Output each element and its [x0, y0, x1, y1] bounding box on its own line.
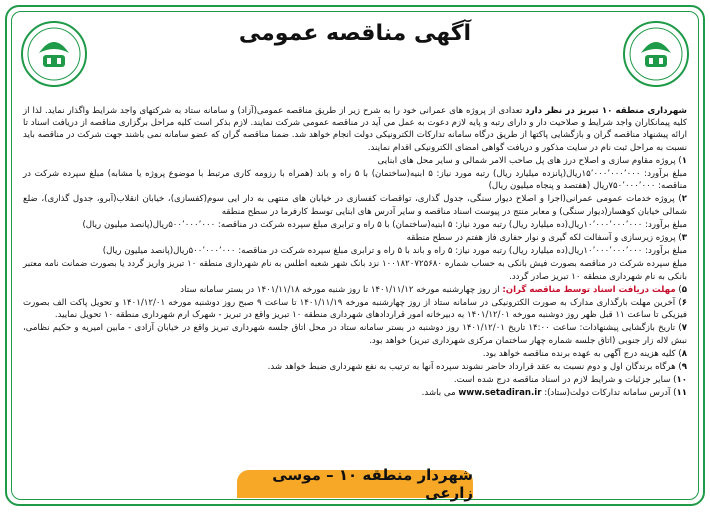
item-5: ۵) مهلت دریافت اسناد توسط مناقصه گران: از روز چهارشنبه مورخه ۱۴۰۱/۱۱/۱۲ تا روز شنبه مورخه ۱۴۰۱/۱۱/۱۸ در بستر سامانه ستاد [180, 284, 687, 295]
item-5-label: مهلت دریافت اسناد توسط مناقصه گران: [502, 284, 676, 295]
intro-paragraph [23, 105, 687, 154]
item-6-text: آخرین مهلت بارگذاری مدارک به صورت الکترونیکی در سامانه ستاد از روز چهارشنبه مورخه ۱۴۰۱/۱۱/۱۹ تا ساعت ۹ صبح روز دوشنبه مورخه ۱۴۰۱/۱۲/۰۱ و تحویل پاکت الف بصورت فیزیکی تا ساعت ۱۱ قبل ظهر روز دوشنبه مورخه ۱۴۰۱/۱۲/۰۱ به دبیرخانه امور قراردادهای شهرداری منطقه ۱۰ تبریز واقع در تبریز - شهرک ارم شهرداری منطقه ۱۰ تحویل نمایید. [23, 298, 687, 321]
project-2-title: پروژه خدمات عمومی عمرانی(اجرا و اصلاح دیوار سنگی، جدول گذاری، تواقصات کفسازی در خیابان های منتهی به دار ایی سوم(کفسازی)، خیابان انقلاب(آبرو، جدول گذاری)، ضلع شمالی خیابان کوهسار(دیوار سنگی) و معابر منتج در پیوست اسناد مناقصه و سایر آدرس های ابنایی توسط کارفرما در سطح منطقه [23, 194, 687, 217]
notice-page [5, 5, 705, 506]
notice-body [23, 105, 687, 475]
project-1-title: پروژه مقاوم سازی و اصلاح درز های پل صاحب الامر شمالی و سایر محل های ابنایی [377, 155, 676, 166]
item-5-text: از روز چهارشنبه مورخه ۱۴۰۱/۱۱/۱۲ تا روز شنبه مورخه ۱۴۰۱/۱۱/۱۸ در بستر سامانه ستاد [180, 284, 503, 295]
project-2-budget: مبلغ برآورد: ۱۰٬۰۰۰٬۰۰۰٬۰۰۰ریال(ده میلیارد ریال) رتبه مورد نیاز: ۵ ابنیه(ساختمان) با ۵ راه و ترابری مبلغ سپرده شرکت در مناقصه: ۵۰۰٬۰۰۰٬۰۰۰ریال(پانصد میلیون ریال) [82, 219, 687, 230]
item-11-text: آدرس سامانه تدارکات دولت(ستاد): [544, 388, 671, 399]
item-11-tail: می باشد. [421, 388, 459, 399]
intro-text: تعدادی از پروژه های عمرانی خود را به شرح زیر از طریق مناقصه عمومی(آزاد) و سامانه ستاد به شرکتهای واجد شرایط واگذار نماید. لذا از کلیه پیمانکاران واجد شرایط و صلاحیت دار و دارای رتبه و پایه لازم دعوت به عمل می آید در مناقصه عمومی شرکت نمایند. لازم بذکر است کلیه مراحل برگزاری مناقصه از دریافت اسناد تا ارائه پیشنهاد مناقصه گران و بازگشایی پاکتها از طریق درگاه سامانه تدارکات الکترونیکی دولت انجام خواهد شد. ضمنا مناقصه گران که عضو سامانه نمی باشند جهت شرکت در مناقصه باید نسبت به مراحل ثبت نام در سایت مذکور و دریافت گواهی امضای الکترونیکی اقدام نمایند. [23, 106, 687, 153]
mayor-signature-text: شهردار منطقه ۱۰ – موسی زارعی [272, 466, 473, 502]
item-7: ۷) تاریخ بازگشایی پیشنهادات: ساعت ۱۴:۰۰ تاریخ ۱۴۰۱/۱۲/۰۱ روز دوشنبه در بستر سامانه ستاد در محل اتاق جلسه شهرداری تبریز واقع در خیابان آزادی - مابین امیریه و حکیم نظامی، نبش لاله زار جنوبی (اتاق جلسه شماره چهار ساختمان مرکزی شهرداری تبریز) خواهد بود. [23, 323, 687, 346]
project-2: ۲) پروژه خدمات عمومی عمرانی(اجرا و اصلاح دیوار سنگی، جدول گذاری، تواقصات کفسازی در خیابان های منتهی به دار ایی سوم(کفسازی)، خیابان انقلاب(آبرو، جدول گذاری)، ضلع شمالی خیابان کوهسار(دیوار سنگی) و معابر منتج در پیوست اسناد مناقصه و سایر آدرس های ابنایی توسط کارفرما در سطح منطقه [23, 194, 687, 217]
tabriz-municipality-logo-right [621, 19, 691, 89]
item-10: ۱۰) سایر جزئیات و شرایط لازم در اسناد مناقصه درج شده است. [453, 375, 687, 386]
mayor-signature-banner [237, 466, 473, 502]
project-3-title: پروژه زیرسازی و آسفالت لکه گیری و نوار حفاری فاز هفتم در سطح منطقه [406, 233, 676, 244]
item-8-number: ۸ [681, 348, 687, 359]
deposit-note: مبلغ سپرده شرکت در مناقصه بصورت فیش بانکی به حساب شماره ۱۰۰۱۸۲۰۷۲۵۶۸۰ نزد بانک شهر شعبه اطلس به نام شهرداری منطقه ۱۰ تبریز واریز گردد یا بصورت ضمانت نامه معتبر بانکی به نام شهرداری منطقه ۱۰ تبریز صادر گردد. [23, 259, 687, 282]
project-1-number: ۱ [681, 155, 687, 166]
item-6: ۶) آخرین مهلت بارگذاری مدارک به صورت الکترونیکی در سامانه ستاد از روز چهارشنبه مورخه ۱۴۰۱/۱۱/۱۹ تا ساعت ۹ صبح روز دوشنبه مورخه ۱۴۰۱/۱۲/۰۱ و تحویل پاکت الف بصورت فیزیکی تا ساعت ۱۱ قبل ظهر روز دوشنبه مورخه ۱۴۰۱/۱۲/۰۱ به دبیرخانه امور قراردادهای شهرداری منطقه ۱۰ تبریز واقع در تبریز - شهرک ارم شهرداری منطقه ۱۰ تحویل نمایید. [23, 298, 687, 321]
item-9: ۹) هرگاه برندگان اول و دوم نسبت به عقد قرارداد حاضر نشوند سپرده آنها به ترتیب به نفع شهرداری ضبط خواهد شد. [267, 362, 687, 373]
project-3-number: ۳ [681, 233, 687, 244]
item-8: ۸) کلیه هزینه درج آگهی به عهده برنده مناقصه خواهد بود. [482, 348, 687, 359]
item-9-text: هرگاه برندگان اول و دوم نسبت به عقد قرارداد حاضر نشوند سپرده آنها به ترتیب به نفع شهرداری ضبط خواهد شد. [267, 362, 676, 373]
tabriz-municipality-logo-left [19, 19, 89, 89]
item-10-number: ۱۰ [676, 375, 687, 386]
project-3-budget: مبلغ برآورد: ۱۰٬۰۰۰٬۰۰۰٬۰۰۰ریال(ده میلیارد ریال) رتبه مورد نیاز: ۵ راه و باند با ۵ راه و ترابری مبلغ سپرده شرکت در مناقصه: ۵۰۰٬۰۰۰٬۰۰۰ریال(پانصد میلیون ریال) [102, 246, 687, 257]
item-11-number: ۱۱ [676, 388, 687, 399]
item-8-text: کلیه هزینه درج آگهی به عهده برنده مناقصه خواهد بود. [482, 348, 676, 359]
intro-lead: شهرداری منطقه ۱۰ تبریز در نظر دارد [525, 106, 688, 116]
item-7-number: ۷ [681, 323, 687, 334]
notice-title: آگهی مناقصه عمومی [238, 21, 472, 46]
project-1: ۱) پروژه مقاوم سازی و اصلاح درز های پل صاحب الامر شمالی و سایر محل های ابنایی [377, 155, 687, 166]
project-3: ۳) پروژه زیرسازی و آسفالت لکه گیری و نوار حفاری فاز هفتم در سطح منطقه [406, 233, 687, 244]
item-6-number: ۶ [681, 298, 687, 309]
project-1-budget: مبلغ برآورد: ۱۵٬۰۰۰٬۰۰۰٬۰۰۰ریال(پانزده میلیارد ریال) رتبه مورد نیاز: ۵ ابنیه(ساختمان) با ۵ راه و باند (همراه با رزومه کاری مرتبط با موضوع پروژه یا مشابه) مبلغ سپرده شرکت در مناقصه: ۷۵۰٬۰۰۰٬۰۰۰ریال (هفتصد و پنجاه میلیون ریال) [23, 169, 687, 192]
setad-website-link[interactable]: www.setadiran.ir [458, 388, 542, 399]
item-7-text: تاریخ بازگشایی پیشنهادات: ساعت ۱۴:۰۰ تاریخ ۱۴۰۱/۱۲/۰۱ روز دوشنبه در بستر سامانه ستاد در محل اتاق جلسه شهرداری تبریز واقع در خیابان آزادی - مابین امیریه و حکیم نظامی، نبش لاله زار جنوبی (اتاق جلسه شماره چهار ساختمان مرکزی شهرداری تبریز) خواهد بود. [23, 323, 687, 346]
item-10-text: سایر جزئیات و شرایط لازم در اسناد مناقصه درج شده است. [453, 375, 671, 386]
item-11: ۱۱) آدرس سامانه تدارکات دولت(ستاد): www.setadiran.ir می باشد. [421, 388, 687, 399]
item-5-number: ۵ [681, 284, 687, 295]
item-9-number: ۹ [681, 362, 687, 373]
project-2-number: ۲ [681, 194, 687, 205]
